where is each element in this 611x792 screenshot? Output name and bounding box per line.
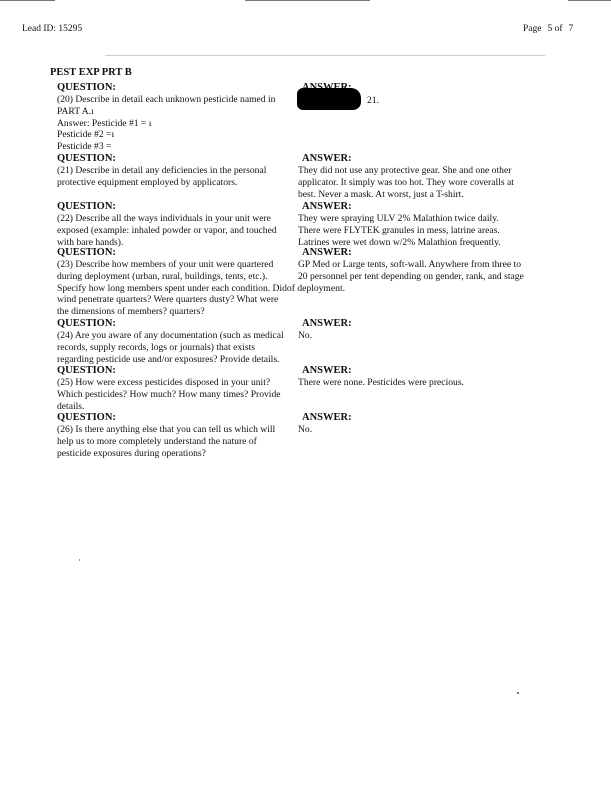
lead-id: Lead ID: 15295	[22, 24, 83, 34]
section-title: PEST EXP PRT B	[50, 67, 132, 78]
page-total: 7	[568, 24, 574, 34]
question-label: QUESTION:	[57, 318, 116, 329]
question-label: QUESTION:	[57, 201, 116, 212]
question-25-text: (25) How were excess pesticides disposed in your unit? Which pesticides? How much? How many times? Provide details.	[57, 377, 281, 412]
answer-label: ANSWER:	[302, 201, 352, 212]
answer-label: ANSWER:	[302, 318, 352, 329]
question-26-text: (26) Is there anything else that you can tell us which will help us to more completely understand the nature of pesticide exposures during operations?	[57, 424, 276, 459]
scan-artifact-line	[0, 0, 55, 1]
redaction-block	[297, 88, 361, 110]
answer-25-text: There were none. Pesticides were precious.	[298, 377, 464, 388]
question-24-text: (24) Are you aware of any documentation (such as medical records, supply records, logs or journals) that exists regarding pesticide use and/or exposures? Provide details.	[57, 330, 284, 365]
question-21-text: (21) Describe in detail any deficiencies in the personal protective equipment employed by applicators.	[57, 165, 267, 188]
answer-label: ANSWER:	[302, 365, 352, 376]
answer-23-text: GP Med or Large tents, soft-wall. Anywhere from three to 20 personnel per tent depending on gender, rank, and stage	[298, 259, 524, 282]
answer-22-text: They were spraying ULV 2% Malathion twice daily. There were FLYTEK granules in mess, latrine areas. Latrines were wet down w/2% Malathion frequently.	[298, 213, 501, 248]
scan-artifact-line	[105, 55, 545, 56]
answer-21-text: They did not use any protective gear. She and one other applicator. It simply was too hot. They wore coveralls at best. Never a mask. At worst, just a T-shirt.	[298, 165, 514, 200]
question-label: QUESTION:	[57, 412, 116, 423]
answer-label: ANSWER:	[302, 247, 352, 258]
question-label: QUESTION:	[57, 247, 116, 258]
answer-20-text: 21.	[367, 95, 379, 106]
question-label: QUESTION:	[57, 365, 116, 376]
question-label: QUESTION:	[57, 153, 116, 164]
answer-label: ANSWER:	[302, 412, 352, 423]
question-23-text: (23) Describe how members of your unit were quartered during deployment (urban, rural, buildings, tents, etc.). Specify how long members spent under each condition. Didof deployment. wind penetrate quarters? Were quarters dusty? What were the dimensions of members? quarters?	[57, 259, 346, 318]
page-current: 5 of	[547, 24, 563, 34]
scan-speck	[517, 692, 519, 694]
question-20-text: (20) Describe in detail each unknown pesticide named in PART A.ı Answer: Pesticide #1 = ı Pesticide #2 =ı Pesticide #3 =	[57, 94, 276, 153]
question-22-text: (22) Describe all the ways individuals in your unit were exposed (example: inhaled powder or vapor, and touched with bare hands).	[57, 213, 277, 248]
scan-artifact-line	[245, 0, 370, 1]
question-label: QUESTION:	[57, 82, 116, 93]
answer-26-text: No.	[298, 424, 313, 435]
page-indicator	[523, 24, 573, 34]
scan-speck	[79, 559, 80, 561]
scan-artifact-line	[568, 0, 611, 1]
answer-label: ANSWER:	[302, 153, 352, 164]
page-label: Page	[523, 24, 542, 34]
answer-24-text: No.	[298, 330, 313, 341]
